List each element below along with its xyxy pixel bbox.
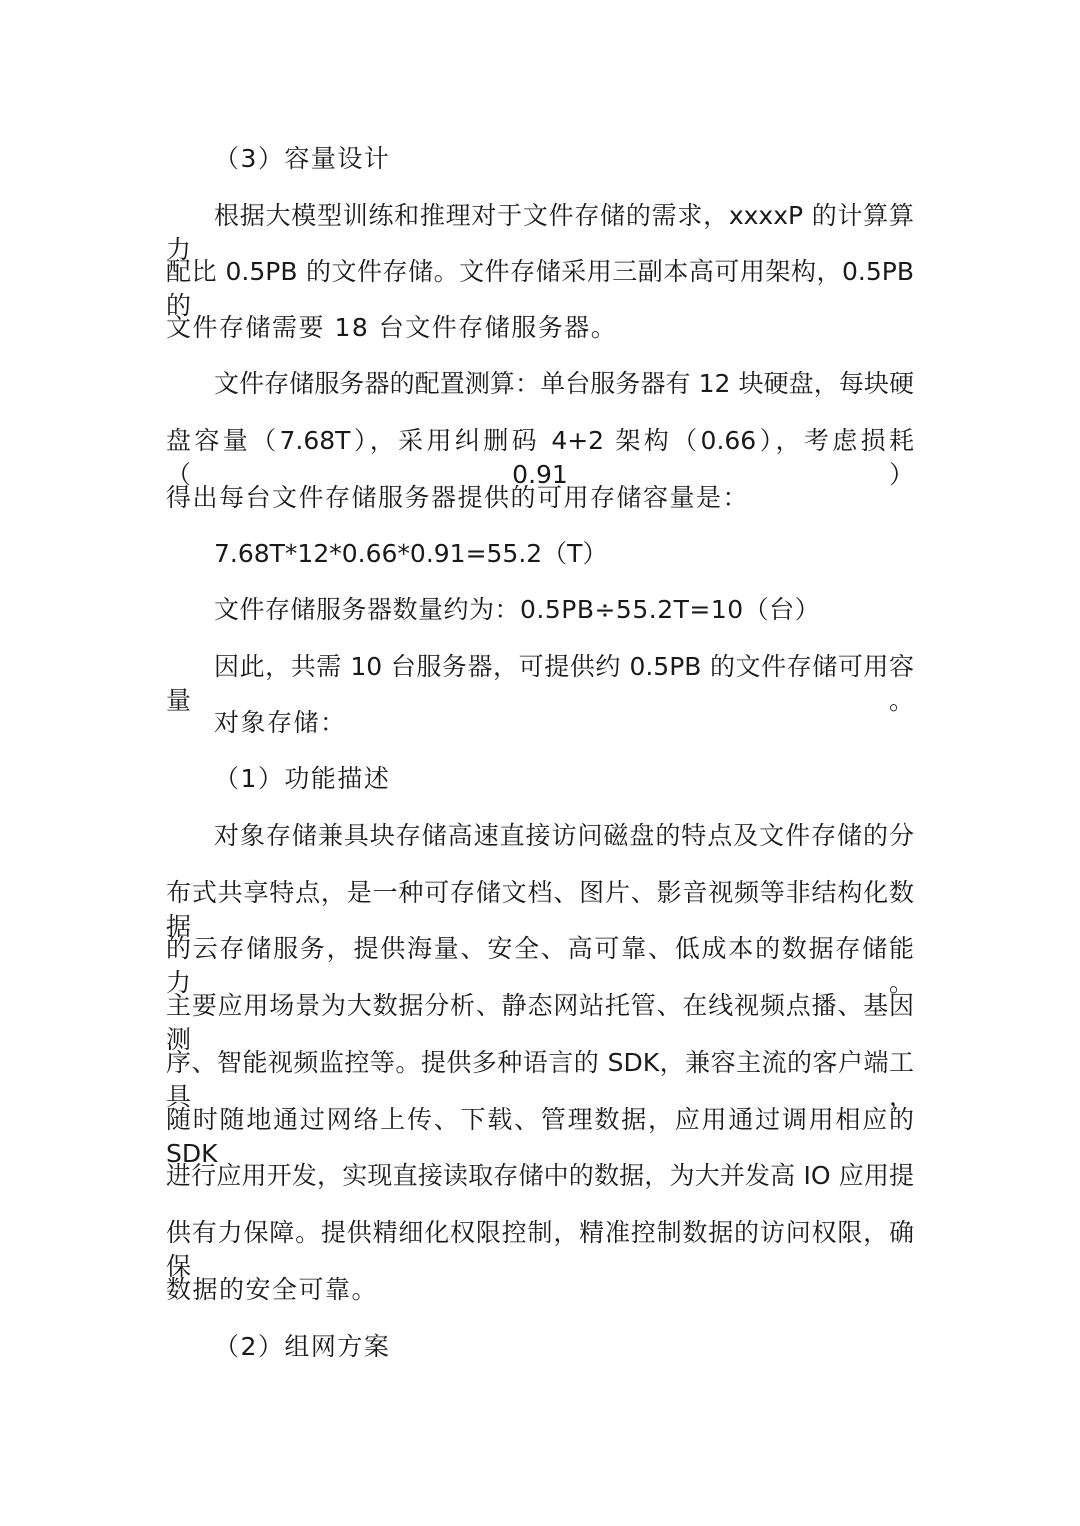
paragraph-line: 的云存储服务，提供海量、安全、高可靠、低成本的数据存储能力。 [166, 934, 914, 997]
formula-line: 文件存储服务器数量约为：0.5PB÷55.2T=10（台） [214, 595, 821, 624]
paragraph-line: 盘容量（7.68T），采用纠删码 4+2 架构（0.66），考虑损耗（0.91） [166, 426, 914, 489]
paragraph-line: 进行应用开发，实现直接读取存储中的数据，为大并发高 IO 应用提 [166, 1161, 914, 1190]
heading-function-description: （1）功能描述 [214, 764, 391, 793]
formula-line: 7.68T*12*0.66*0.91=55.2（T） [214, 539, 608, 568]
paragraph-line: 文件存储服务器的配置测算：单台服务器有 12 块硬盘，每块硬 [214, 369, 914, 398]
section-label-object-storage: 对象存储： [214, 708, 347, 737]
heading-networking-plan: （2）组网方案 [214, 1332, 391, 1361]
paragraph-line: 数据的安全可靠。 [166, 1275, 379, 1304]
paragraph-line: 根据大模型训练和推理对于文件存储的需求，xxxxP 的计算算力 [166, 201, 914, 264]
paragraph-line: 配比 0.5PB 的文件存储。文件存储采用三副本高可用架构，0.5PB 的 [166, 257, 914, 320]
heading-capacity-design: （3）容量设计 [214, 144, 391, 173]
paragraph-line: 随时随地通过网络上传、下载、管理数据，应用通过调用相应的 SDK [166, 1105, 914, 1168]
paragraph-line: 因此，共需 10 台服务器，可提供约 0.5PB 的文件存储可用容量。 [166, 652, 914, 715]
paragraph-line: 主要应用场景为大数据分析、静态网站托管、在线视频点播、基因测 [166, 991, 914, 1054]
paragraph-line: 供有力保障。提供精细化权限控制，精准控制数据的访问权限，确保 [166, 1218, 914, 1281]
paragraph-line: 布式共享特点，是一种可存储文档、图片、影音视频等非结构化数据 [166, 878, 914, 941]
paragraph-line: 得出每台文件存储服务器提供的可用存储容量是： [166, 483, 750, 512]
paragraph-line: 对象存储兼具块存储高速直接访问磁盘的特点及文件存储的分 [214, 821, 914, 850]
paragraph-line: 文件存储需要 18 台文件存储服务器。 [166, 313, 618, 342]
paragraph-line: 序、智能视频监控等。提供多种语言的 SDK，兼容主流的客户端工具， [166, 1048, 914, 1111]
